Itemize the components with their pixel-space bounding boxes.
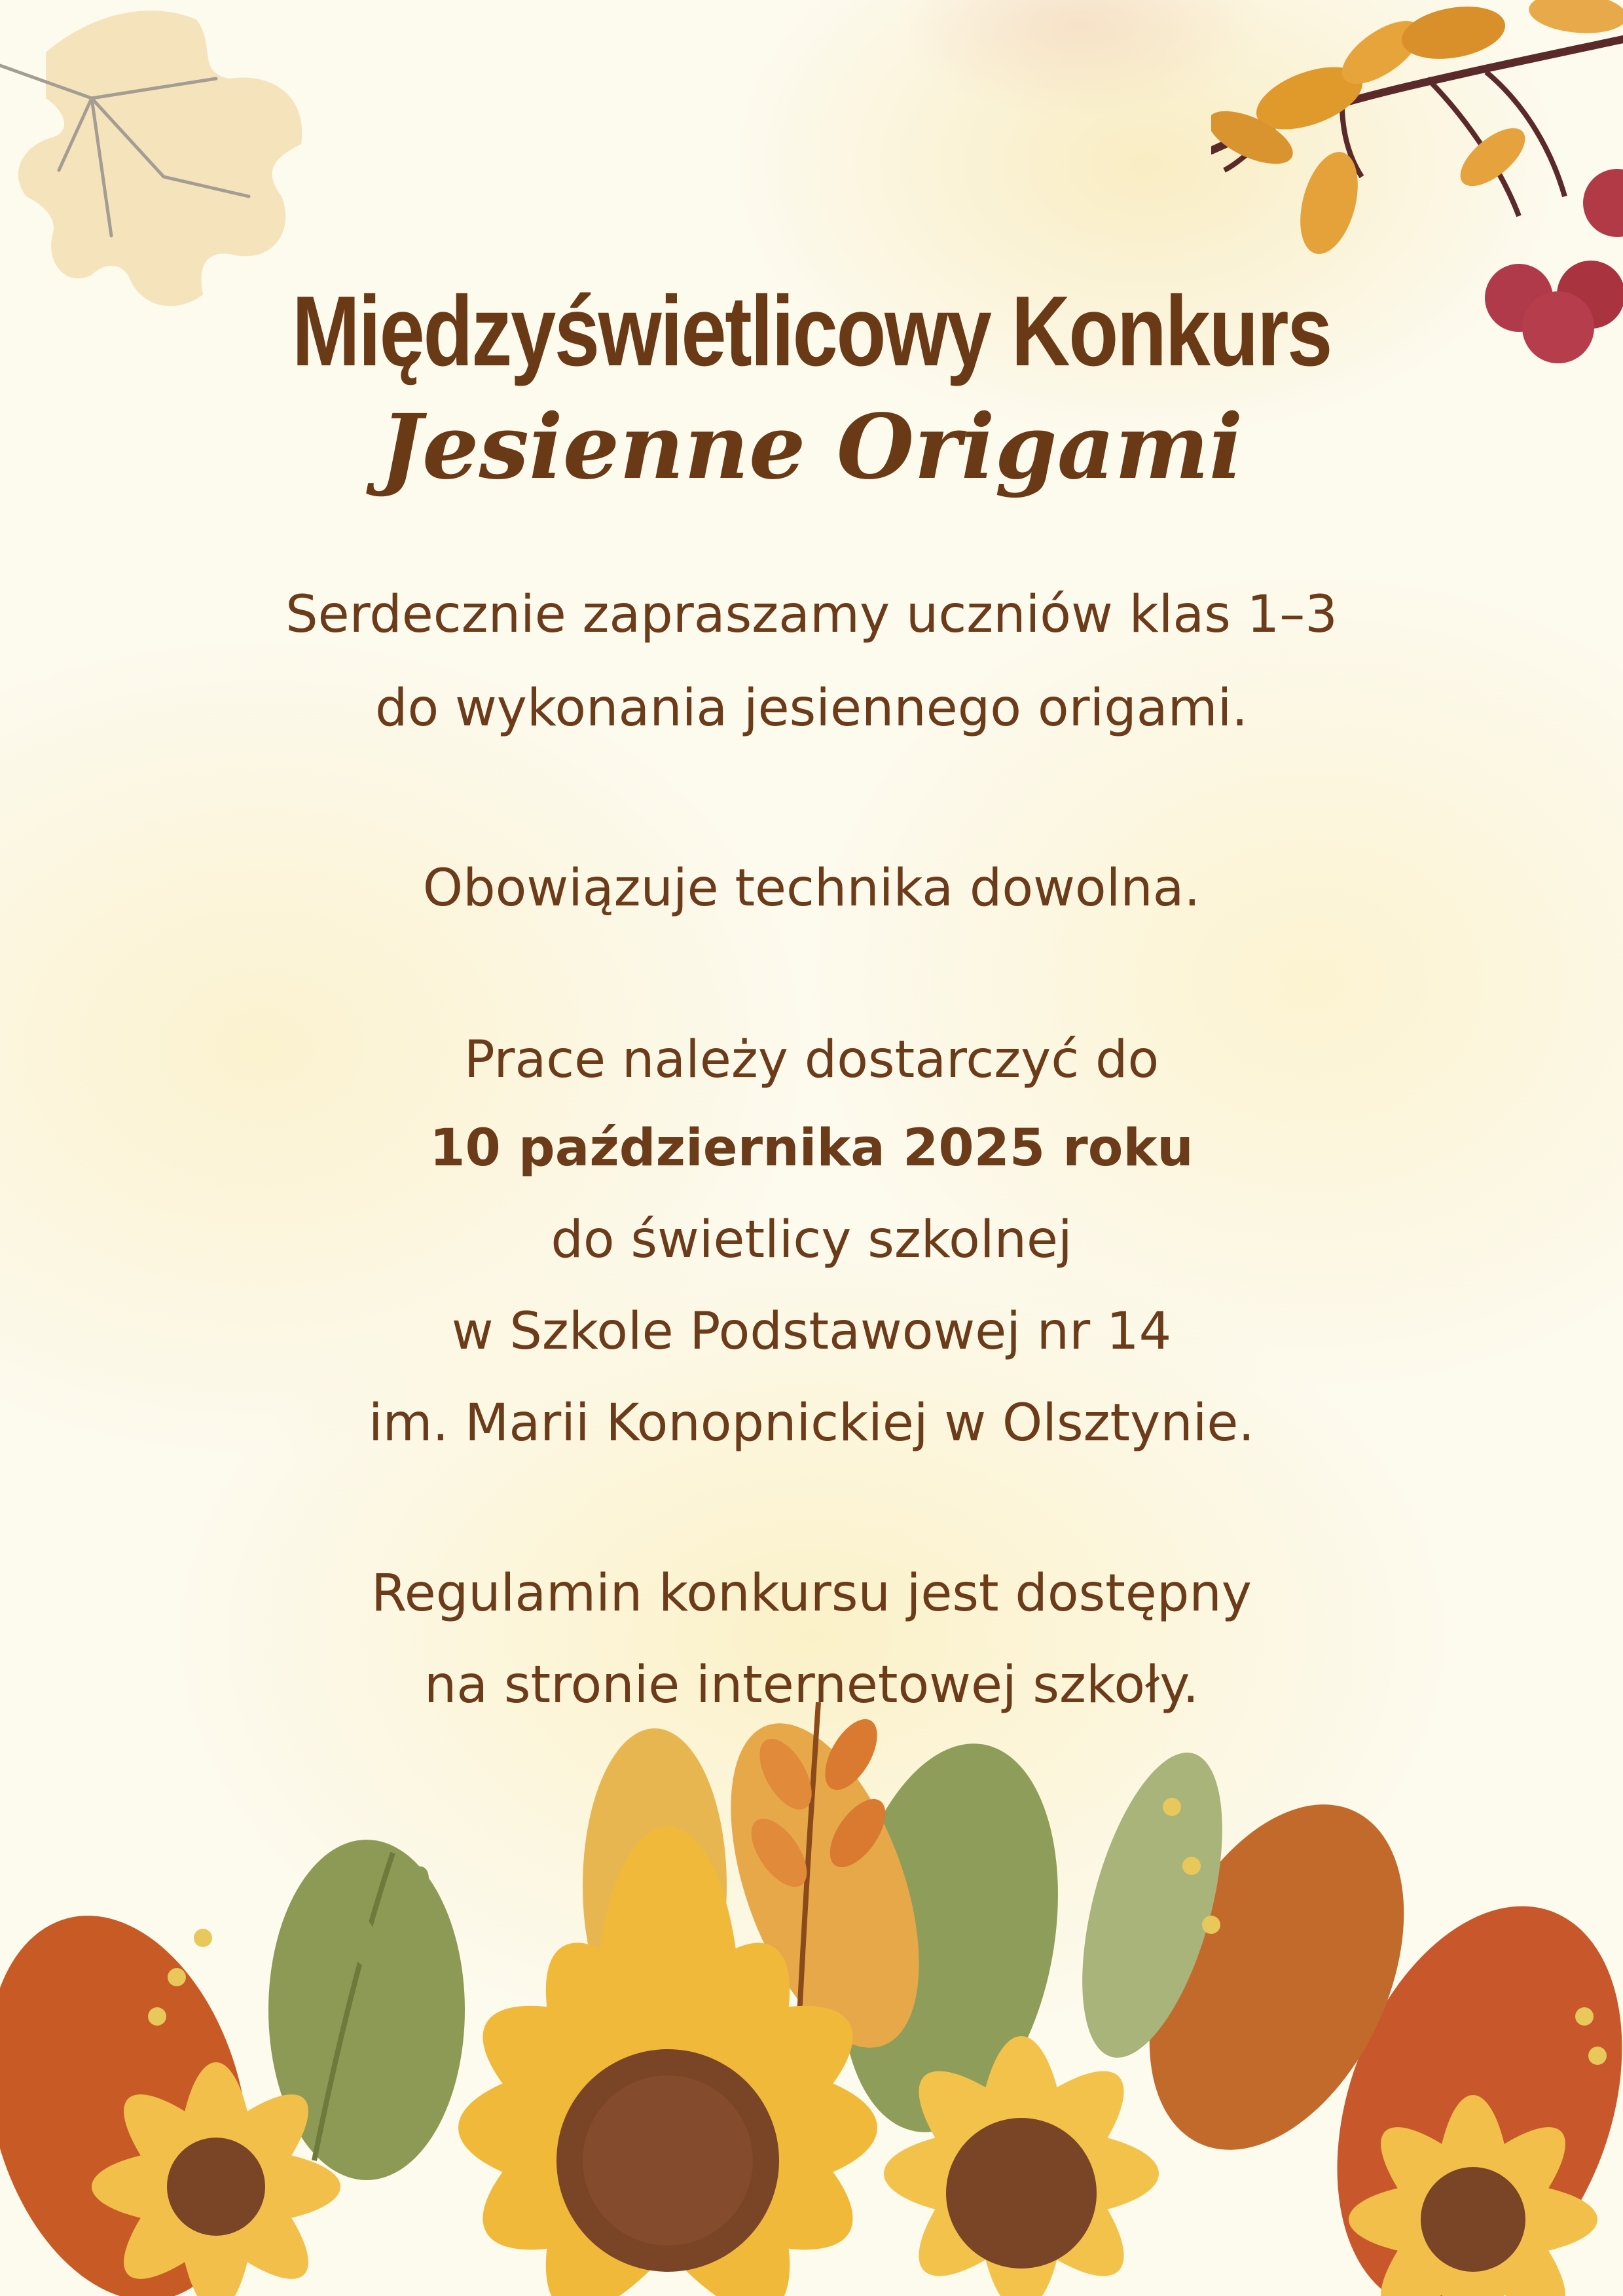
invite-line-1: Serdecznie zapraszamy uczniów klas 1–3 [285, 585, 1338, 644]
poster-subtitle: Jesienne Origami [380, 395, 1243, 500]
location-line-1: do świetlicy szkolnej [551, 1211, 1072, 1269]
technique-line: Obowiązuje technika dowolna. [422, 859, 1201, 918]
poster-title: Międzyświetlicowy Konkurs [292, 276, 1331, 387]
rules-line-1: Regulamin konkursu jest dostępny [371, 1564, 1252, 1623]
location-line-3: im. Marii Konopnickiej w Olsztynie. [368, 1394, 1255, 1453]
rules-line-2: na stronie internetowej szkoły. [424, 1656, 1199, 1715]
deadline-date: 10 października 2025 roku [429, 1119, 1194, 1178]
invite-line-2: do wykonania jesiennego origami. [374, 679, 1249, 738]
sunflower-bouquet-icon [0, 1702, 1623, 2296]
deadline-line-1: Prace należy dostarczyć do [464, 1030, 1159, 1089]
location-line-2: w Szkole Podstawowej nr 14 [451, 1302, 1172, 1361]
